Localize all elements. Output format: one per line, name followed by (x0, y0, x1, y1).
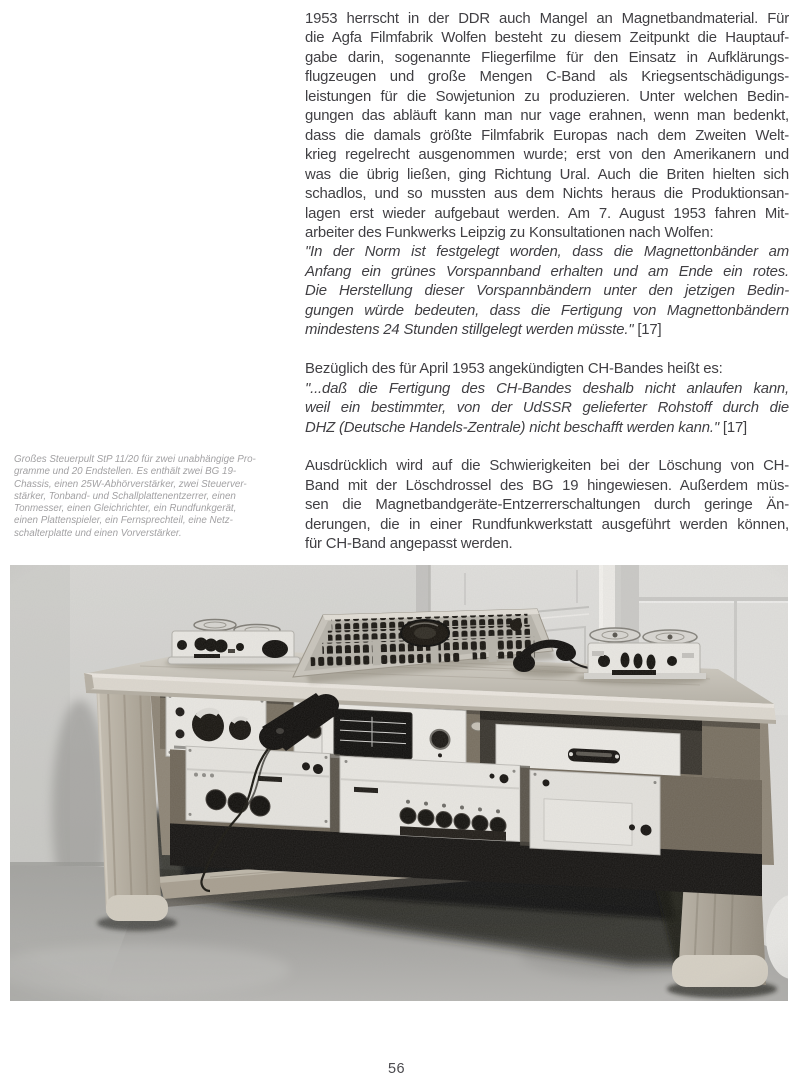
text-line: flugzeugen und große Mengen C-Band als Kriegsentschädigungs- (305, 69, 789, 86)
caption-line: einen Plattenspieler, ein Fernsprechteil, eine Netz- (14, 515, 233, 527)
text-line: dass die damals größte Filmfabrik Europas nach dem Zweiten Welt- (305, 127, 789, 144)
text-line: lagen erst wieder aufgebaut werden. Am 7. August 1953 fahren Mit- (305, 205, 789, 222)
photo-caption (14, 454, 300, 540)
text-line: für CH-Band angepasst werden. (305, 536, 513, 553)
article-column (305, 10, 789, 555)
text-line: weil ein bestimmter, von der UdSSR gelieferter Rohstoff durch die (305, 400, 789, 417)
text-line: sen die Magnetbandgeräte-Entzerrerschaltungen durch geringe Än- (305, 497, 789, 514)
caption-line: Großes Steuerpult StP 11/20 für zwei unabhängige Pro- (14, 454, 256, 465)
text-line: "In der Norm ist festgelegt worden, dass die Magnettonbänder am (305, 244, 789, 261)
text-line: gungen würde bedeuten, dass die Fertigung von Magnettonbändern (305, 302, 789, 319)
text-line: was die übrig ließen, ging Richtung Ural. Auch die Briten hielten sich (305, 166, 789, 183)
text-line: Bezüglich des für April 1953 angekündigten CH-Bandes heißt es: (305, 361, 723, 378)
text-line: "...daß die Fertigung des CH-Bandes deshalb nicht anlaufen kann, (305, 380, 789, 397)
caption-line: Chassis, einen 25W-Abhörverstärker, zwei Steuerver- (14, 478, 247, 490)
text-line: leistungen für die Sowjetunion zu produzieren. Unter welchen Bedin- (305, 88, 789, 105)
text-line: Die Herstellung dieser Vorspannbändern unter den jetzigen Bedin- (305, 283, 789, 300)
text-line: 1953 herrscht in der DDR auch Mangel an Magnetbandmaterial. Für (305, 11, 789, 27)
text-line: die Agfa Filmfabrik Wolfen besteht zu diesem Zeitpunkt die Hauptauf- (305, 30, 789, 47)
page-number: 56 (388, 1061, 405, 1077)
text-line: gungen das abläuft kann man nur vage erahnen, wenn man bedenkt, (305, 108, 789, 125)
text-gap (305, 341, 789, 360)
caption-line: stärker, Tonband- und Schallplattenentzerrer, einen (14, 490, 236, 502)
text-line: derungen, die in einer Rundfunkwerkstatt ausgeführt werden können, (305, 516, 789, 533)
text-line: schadlos, und so mussten aus dem Nichts heraus die Produktionsan- (305, 186, 789, 203)
text-gap (305, 438, 789, 457)
text-line: Anfang ein grünes Vorspannband erhalten und am Ende ein rotes. (305, 263, 789, 280)
text-line: krieg regelrecht ausgenommen wurde; erst von den Amerikanern und (305, 147, 789, 164)
text-line: arbeiter des Funkwerks Leipzig zu Konsultationen nach Wolfen: (305, 224, 714, 241)
caption-line: schalterplatte und einen Vorverstärker. (14, 527, 182, 539)
vignette (10, 565, 788, 1001)
text-line: mindestens 24 Stunden stillgelegt werden müsste." [17] (305, 322, 662, 339)
text-line: Ausdrücklich wird auf die Schwierigkeiten bei der Löschung von CH- (305, 458, 789, 475)
text-line: Band mit der Löschdrossel des BG 19 hingewiesen. Außerdem müs- (305, 477, 789, 494)
caption-line: gramme und 20 Endstellen. Es enthält zwei BG 19- (14, 466, 237, 478)
text-line: gabe darin, sogenannte Fliegerfilme für den Einsatz in Aufklärungs- (305, 49, 789, 66)
console-photo (10, 565, 788, 1001)
caption-line: Tonmesser, einen Gleichrichter, ein Rundfunkgerät, (14, 503, 237, 514)
text-line: DHZ (Deutsche Handels-Zentrale) nicht beschafft werden kann." [17] (305, 419, 747, 436)
console-photo-scene (10, 565, 788, 1001)
